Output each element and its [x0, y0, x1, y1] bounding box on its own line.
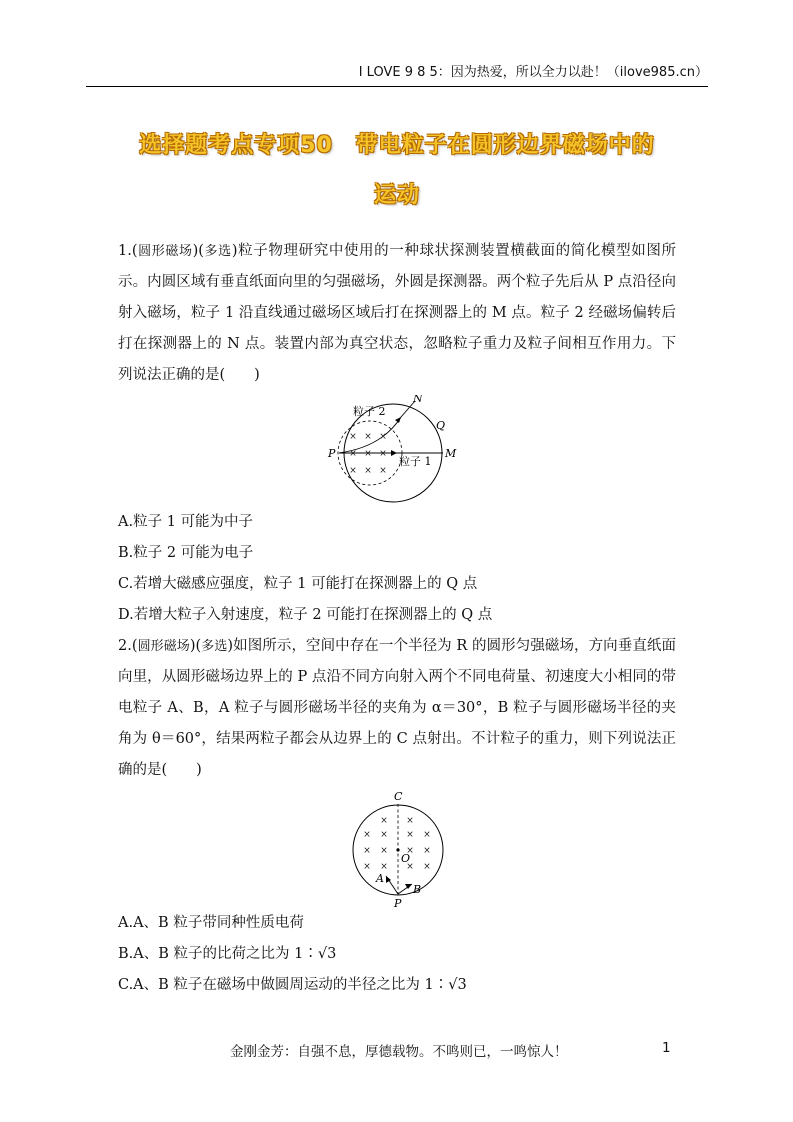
cross: ×	[379, 449, 387, 459]
page-number: 1	[662, 1040, 671, 1056]
cross: ×	[423, 862, 431, 872]
cross: ×	[406, 816, 414, 826]
cross: ×	[423, 830, 431, 840]
label-M: M	[445, 447, 457, 460]
field-crosses	[349, 432, 387, 476]
q1-topic-tag: 圆形磁场	[137, 244, 193, 259]
question-1-stem: 1.(圆形磁场)(多选)粒子物理研究中使用的一种球状探测装置横截面的简化模型如图所示。内圆区域有垂直纸面向里的匀强磁场，外圆是探测器。两个粒子先后从 P 点沿径向射入磁场，粒子 1 沿直线通过磁场区域后打在探测器上的 M 点。粒子 2 经磁场偏转后打在探测器上的 N 点。装置内部为真空状态，忽略粒子重力及粒子间相互作用力。下列说法正确的是( )	[118, 243, 676, 383]
question-2-stem: 2.(圆形磁场)(多选)如图所示，空间中存在一个半径为 R 的圆形匀强磁场，方向垂直纸面向里，从圆形磁场边界上的 P 点沿不同方向射入两个不同电荷量、初速度大小相同的带电粒子 A、B，A 粒子与圆形磁场半径的夹角为 α＝30°，B 粒子与圆形磁场半径的夹角为 θ＝60°，结果两粒子都会从边界上的 C 点射出。不计粒子的重力，则下列说法正确的是( )	[118, 638, 676, 778]
cross: ×	[363, 830, 371, 840]
q2-option-b: B.A、B 粒子的比荷之比为 1∶√3	[118, 946, 337, 962]
label-A: A	[376, 872, 384, 885]
q1-option-c: C.若增大磁感应强度，粒子 1 可能打在探测器上的 Q 点	[118, 576, 478, 592]
field-crosses	[363, 816, 431, 872]
label-P: P	[394, 897, 402, 908]
cross: ×	[380, 862, 388, 872]
title-line-1: 选择题考点专项50 带电粒子在圆形边界磁场中的	[139, 133, 655, 158]
label-Q: Q	[436, 419, 446, 432]
particle-2-arrow	[395, 417, 401, 423]
center-point	[396, 848, 399, 851]
label-B: B	[413, 883, 422, 896]
particle-1-arrow	[391, 450, 397, 456]
label-particle-2: 粒子 2	[353, 405, 386, 418]
cross: ×	[380, 846, 388, 856]
cross: ×	[349, 432, 357, 442]
label-C: C	[394, 790, 403, 803]
cross: ×	[379, 466, 387, 476]
cross: ×	[363, 846, 371, 856]
label-particle-1: 粒子 1	[399, 455, 432, 468]
cross: ×	[423, 846, 431, 856]
q1-option-b: B.粒子 2 可能为电子	[118, 545, 254, 561]
cross: ×	[363, 862, 371, 872]
q1-option-d: D.若增大粒子入射速度，粒子 2 可能打在探测器上的 Q 点	[118, 607, 493, 623]
cross: ×	[380, 816, 388, 826]
cross: ×	[364, 432, 372, 442]
q1-figure	[327, 395, 467, 505]
q1-option-a: A.粒子 1 可能为中子	[118, 514, 254, 530]
q2-option-c: C.A、B 粒子在磁场中做圆周运动的半径之比为 1∶√3	[118, 977, 467, 993]
cross: ×	[349, 466, 357, 476]
q2-figure	[342, 790, 452, 908]
cross: ×	[406, 862, 414, 872]
cross: ×	[364, 449, 372, 459]
q2-option-a: A.A、B 粒子带同种性质电荷	[118, 915, 304, 931]
question-content	[118, 236, 676, 1001]
cross: ×	[406, 846, 414, 856]
cross: ×	[406, 830, 414, 840]
cross: ×	[349, 449, 357, 459]
label-N: N	[413, 395, 423, 405]
q2-topic-tag: 圆形磁场	[137, 639, 190, 654]
cross: ×	[379, 432, 387, 442]
cross: ×	[380, 830, 388, 840]
title-line-2: 运动	[373, 183, 420, 208]
label-P: P	[328, 447, 336, 460]
header-text: I LOVE 9 8 5：因为热爱，所以全力以赴！（ilove985.cn）	[358, 65, 708, 80]
label-O: O	[401, 852, 411, 865]
footer-motto: 金刚金芳：自强不息，厚德载物。不鸣则已，一鸣惊人！	[230, 1044, 568, 1060]
q2-multi-tag: 多选	[201, 639, 228, 654]
q1-multi-tag: 多选	[203, 244, 232, 259]
cross: ×	[364, 466, 372, 476]
page-header	[86, 62, 708, 87]
